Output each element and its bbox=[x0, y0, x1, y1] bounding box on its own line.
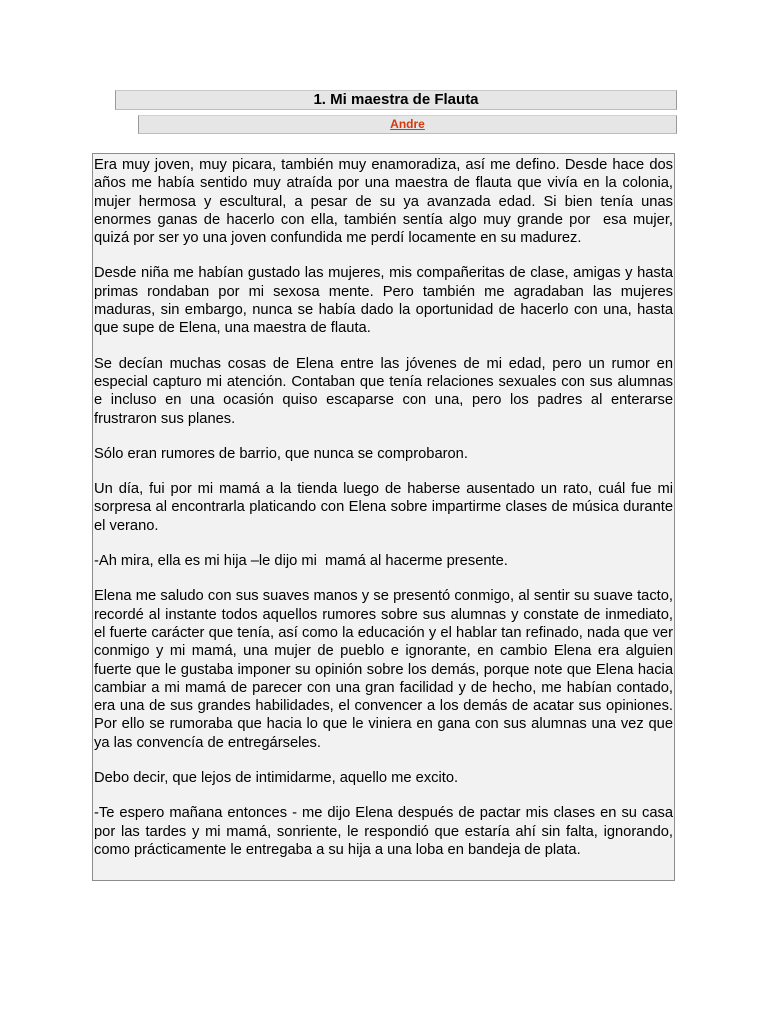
story-title: 1. Mi maestra de Flauta bbox=[313, 91, 479, 108]
author-link[interactable]: Andre bbox=[390, 117, 425, 131]
story-paragraph: -Te espero mañana entonces - me dijo Elena después de pactar mis clases en su casa por las tardes y mi mamá, sonriente, le respondió que estaría ahí sin falta, ignorando, como prácticamente le entregaba a su hija a una loba en bandeja de plata. bbox=[94, 805, 678, 858]
author-bar bbox=[138, 115, 677, 134]
story-paragraph: Sólo eran rumores de barrio, que nunca se comprobaron. bbox=[94, 445, 468, 462]
story-paragraph: Se decían muchas cosas de Elena entre las jóvenes de mi edad, pero un rumor en especial capturo mi atención. Contaban que tenía relaciones sexuales con sus alumnas e incluso en una ocasión quiso escaparse con una, pero los padres al enterarse frustraron sus planes. bbox=[94, 355, 678, 427]
story-paragraph: Elena me saludo con sus suaves manos y se presentó conmigo, al sentir su suave tacto, recordé al instante todos aquellos rumores sobre sus alumnas y constate de inmediato, el fuerte carácter que tenía, así como la educación y el hablar tan refinado, nada que ver conmigo y mi mamá, una mujer de pueblo e ignorante, en cambio Elena era alguien fuerte que le gustaba imponer su opinión sobre los demás, porque note que Elena hacia cambiar a mi mamá de parecer con una gran facilidad y de hecho, me habían contado, era una de sus grandes habilidades, el convencer a los demás de acatar sus opiniones. Por ello se rumoraba que hacia lo que le viniera en gana con sus alumnas una vez que ya las convencía de entregárseles. bbox=[94, 588, 678, 751]
story-paragraph: Desde niña me habían gustado las mujeres, mis compañeritas de clase, amigas y hasta primas rondaban por mi sexosa mente. Pero también me agradaban las mujeres maduras, sin embargo, nunca se había dado la oportunidad de hacerlo con una, hasta que supe de Elena, una maestra de flauta. bbox=[94, 265, 678, 337]
story-paragraph: Era muy joven, muy picara, también muy enamoradiza, así me defino. Desde hace dos años me había sentido muy atraída por una maestra de flauta que vivía en la colonia, mujer hermosa y escultural, a pesar de su ya avanzada edad. Si bien tenía unas enormes ganas de hacerlo con ella, también sentía algo muy grande por esa mujer, quizá por ser yo una joven confundida me perdí locamente en su madurez. bbox=[94, 157, 678, 247]
story-title-bar bbox=[115, 90, 677, 110]
story-paragraph: -Ah mira, ella es mi hija –le dijo mi mamá al hacerme presente. bbox=[94, 553, 508, 570]
story-paragraph: Un día, fui por mi mamá a la tienda luego de haberse ausentado un rato, cuál fue mi sorpresa al encontrarla platicando con Elena sobre impartirme clases de música durante el verano. bbox=[94, 481, 678, 534]
story-paragraph: Debo decir, que lejos de intimidarme, aquello me excito. bbox=[94, 770, 459, 787]
story-body bbox=[92, 153, 678, 881]
